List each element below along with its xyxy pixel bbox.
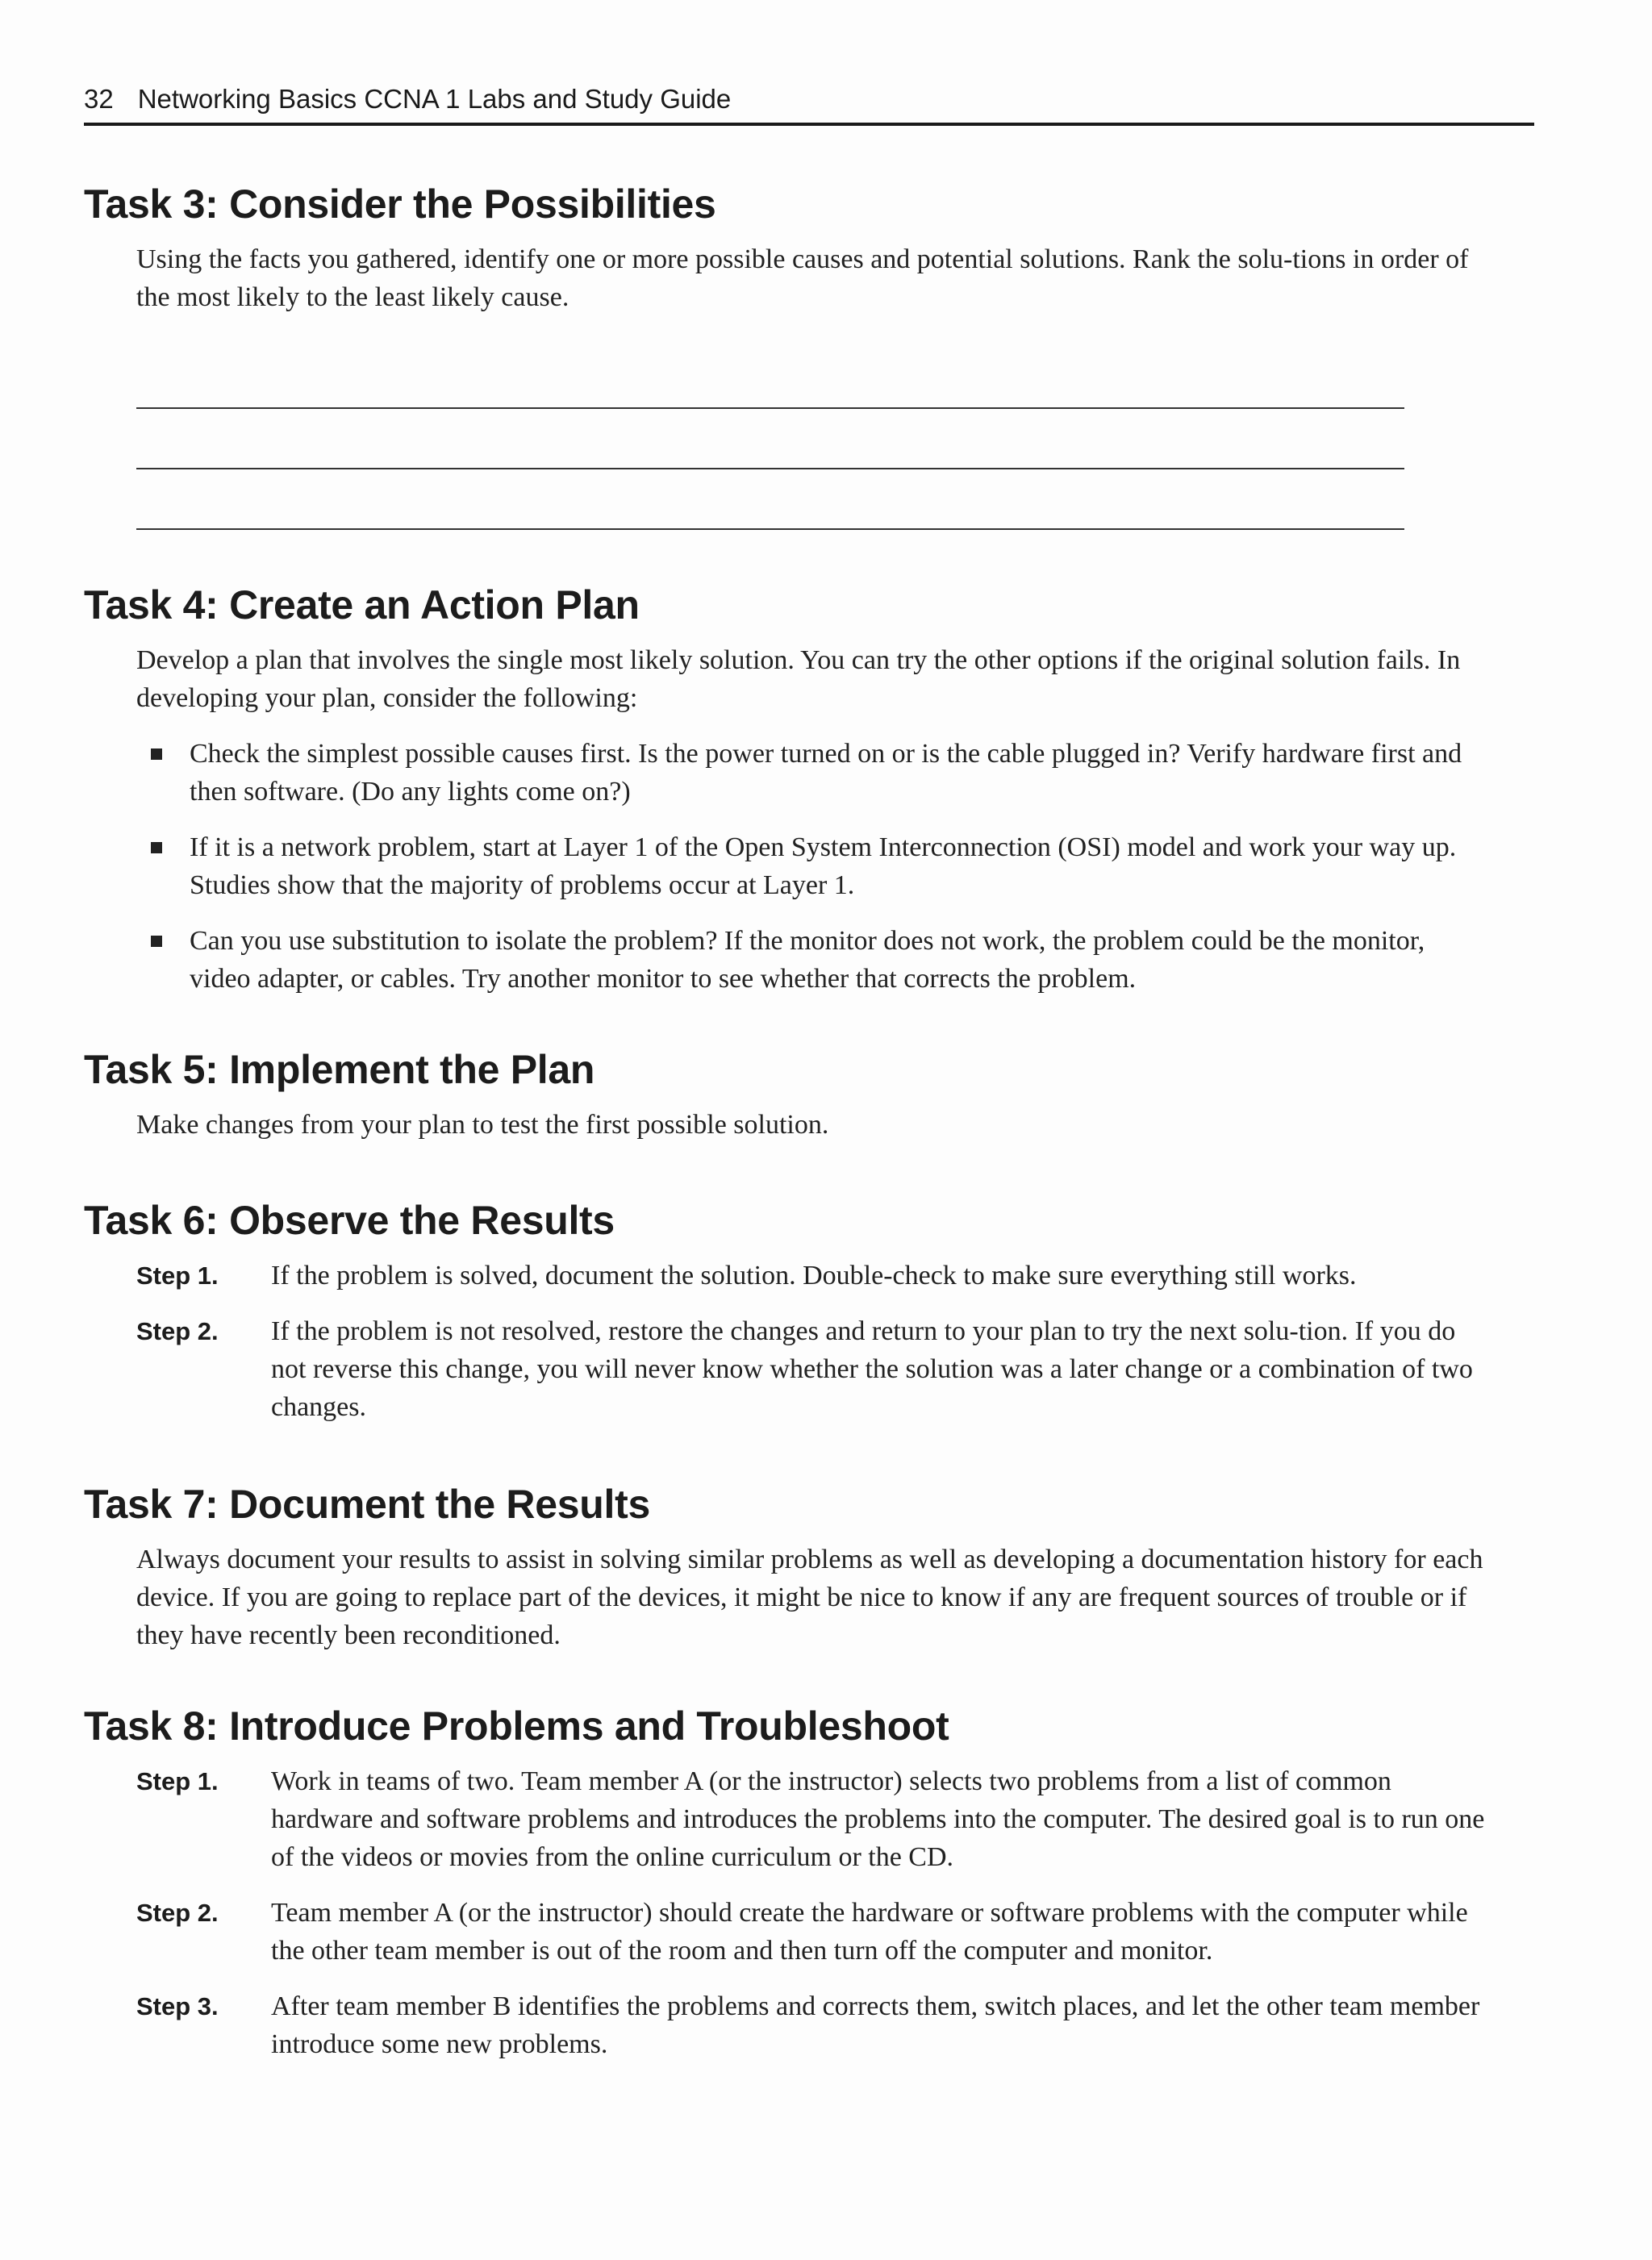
- square-bullet-icon: [151, 842, 162, 853]
- task-4-paragraph: Develop a plan that involves the single most likely solution. You can try the other options if the original solution fails. In developing your plan, consider the following:: [136, 645, 1461, 713]
- task-5-paragraph: Make changes from your plan to test the first possible solution.: [136, 1110, 829, 1140]
- task-7-section: [84, 1479, 1534, 1654]
- bullet-item: [136, 735, 1491, 811]
- step-label: Step 1.: [136, 1261, 219, 1290]
- step-label: Step 3.: [136, 1992, 219, 2020]
- bullet-item: [136, 922, 1491, 998]
- step-label: Step 2.: [136, 1899, 219, 1927]
- task-4-bullet-list: [136, 735, 1491, 998]
- answer-line: [136, 469, 1404, 530]
- task-7-paragraph: Always document your results to assist in solving similar problems as well as developing a documentation history for each device. If you are going to replace part of the devices, it might be nice to know if any are frequent sources of trouble or if they have recently been reconditioned.: [136, 1545, 1483, 1650]
- task-5-section: [84, 1045, 1534, 1144]
- step-label: Step 1.: [136, 1767, 219, 1795]
- book-title: Networking Basics CCNA 1 Labs and Study Guide: [137, 84, 732, 114]
- task-4-section: [84, 580, 1534, 998]
- page-content: [84, 179, 1534, 2112]
- bullet-text: Check the simplest possible causes first. Is the power turned on or is the cable plugged in? Verify hardware first and then software. (Do any lights come on?): [190, 739, 1462, 807]
- running-header: [84, 84, 1534, 126]
- task-4-heading: Task 4: Create an Action Plan: [84, 582, 640, 628]
- task-3-section: [84, 179, 1534, 530]
- step-item: [136, 1894, 1491, 1970]
- step-text: Work in teams of two. Team member A (or the instructor) selects two problems from a list of common hardware and software problems and introduces the problems into the computer. The desired goal is to run one of the videos or movies from the online curriculum or the CD.: [271, 1766, 1485, 1872]
- bullet-text: Can you use substitution to isolate the problem? If the monitor does not work, the problem could be the monitor, video adapter, or cables. Try another monitor to see whether that corrects the problem.: [190, 926, 1425, 994]
- square-bullet-icon: [151, 748, 162, 760]
- task-8-section: [84, 1701, 1534, 2063]
- bullet-item: [136, 828, 1491, 904]
- answer-line: [136, 348, 1404, 409]
- step-item: [136, 1312, 1491, 1426]
- step-item: [136, 1257, 1491, 1295]
- step-text: After team member B identifies the problems and corrects them, switch places, and let the other team member introduce some new problems.: [271, 1991, 1480, 2059]
- task-3-heading: Task 3: Consider the Possibilities: [84, 181, 716, 227]
- step-label: Step 2.: [136, 1317, 219, 1345]
- task-6-section: [84, 1195, 1534, 1426]
- step-text: If the problem is solved, document the solution. Double-check to make sure everything still works.: [271, 1261, 1357, 1291]
- answer-line: [136, 409, 1404, 469]
- task-3-paragraph: Using the facts you gathered, identify one or more possible causes and potential solutions. Rank the solu-tions in order of the most likely to the least likely cause.: [136, 244, 1469, 312]
- task-8-heading: Task 8: Introduce Problems and Troubleshoot: [84, 1703, 949, 1749]
- step-item: [136, 1987, 1491, 2063]
- task-6-heading: Task 6: Observe the Results: [84, 1198, 615, 1243]
- task-5-heading: Task 5: Implement the Plan: [84, 1047, 595, 1092]
- task-7-heading: Task 7: Document the Results: [84, 1482, 650, 1527]
- answer-lines: [136, 348, 1404, 530]
- step-text: If the problem is not resolved, restore the changes and return to your plan to try the next solu-tion. If you do not reverse this change, you will never know whether the solution was a later change or a combination of two changes.: [271, 1316, 1473, 1422]
- page-number: 32: [84, 84, 114, 114]
- step-text: Team member A (or the instructor) should create the hardware or software problems with the computer while the other team member is out of the room and then turn off the computer and monitor.: [271, 1898, 1468, 1966]
- step-item: [136, 1762, 1491, 1876]
- bullet-text: If it is a network problem, start at Layer 1 of the Open System Interconnection (OSI) model and work your way up. Studies show that the majority of problems occur at Layer 1.: [190, 832, 1457, 900]
- square-bullet-icon: [151, 936, 162, 947]
